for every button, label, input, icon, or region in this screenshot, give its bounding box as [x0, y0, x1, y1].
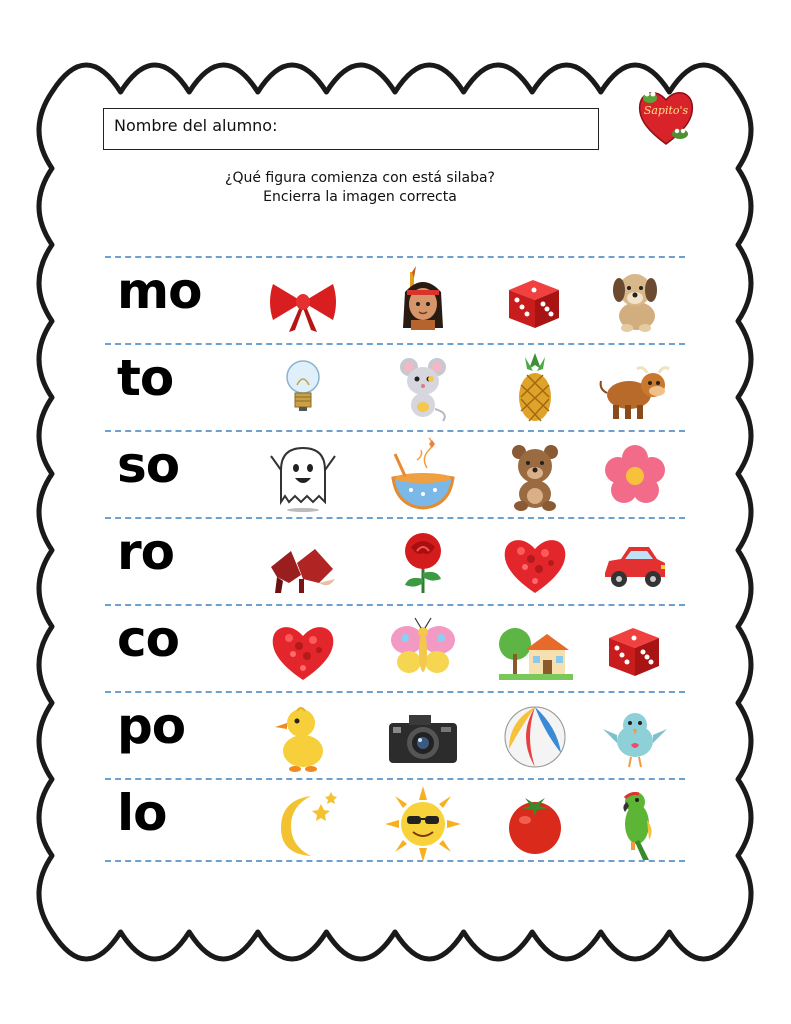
duckling-icon[interactable]: [263, 697, 343, 775]
svg-text:Sapito's: Sapito's: [643, 104, 689, 117]
syllable-label: ro: [117, 523, 175, 581]
beach-ball-icon[interactable]: [495, 697, 575, 775]
sapitos-logo: [636, 82, 696, 148]
exercise-row: [105, 432, 685, 520]
syllable-label: co: [117, 610, 179, 668]
exercise-row: [105, 780, 685, 868]
soup-bowl-icon[interactable]: [383, 436, 463, 514]
bull-icon[interactable]: [595, 349, 675, 427]
moon-icon[interactable]: [263, 784, 343, 862]
shoes-icon[interactable]: [263, 523, 343, 601]
syllable-label: lo: [117, 784, 167, 842]
bow-icon[interactable]: [263, 262, 343, 340]
instruction-line-1: ¿Qué figura comienza con está silaba?: [225, 170, 495, 186]
exercise-row: [105, 345, 685, 433]
native-girl-icon[interactable]: [383, 262, 463, 340]
bird-icon[interactable]: [595, 697, 675, 775]
exercise-row: [105, 258, 685, 346]
car-icon[interactable]: [595, 523, 675, 601]
dice-icon[interactable]: [495, 262, 575, 340]
exercise-row: [105, 693, 685, 781]
flower-icon[interactable]: [595, 436, 675, 514]
ghost-icon[interactable]: [263, 436, 343, 514]
tomato-icon[interactable]: [495, 784, 575, 862]
teddy-bear-icon[interactable]: [495, 436, 575, 514]
heart-icon[interactable]: [263, 610, 343, 688]
exercise-row: [105, 519, 685, 607]
instruction-line-2: Encierra la imagen correcta: [263, 189, 457, 205]
parrot-icon[interactable]: [595, 784, 675, 862]
student-name-field[interactable]: [103, 108, 599, 150]
butterfly-icon[interactable]: [383, 610, 463, 688]
dog-icon[interactable]: [595, 262, 675, 340]
heart-icon[interactable]: [495, 523, 575, 601]
dice-icon[interactable]: [595, 610, 675, 688]
exercise-row: [105, 606, 685, 694]
sun-icon[interactable]: [383, 784, 463, 862]
light-bulb-icon[interactable]: [263, 349, 343, 427]
mouse-icon[interactable]: [383, 349, 463, 427]
house-icon[interactable]: [495, 610, 575, 688]
syllable-label: mo: [117, 262, 202, 320]
syllable-label: po: [117, 697, 186, 755]
camera-icon[interactable]: [383, 697, 463, 775]
syllable-label: to: [117, 349, 174, 407]
pineapple-icon[interactable]: [495, 349, 575, 427]
rose-icon[interactable]: [383, 523, 463, 601]
syllable-label: so: [117, 436, 180, 494]
student-name-label: Nombre del alumno:: [114, 116, 278, 135]
